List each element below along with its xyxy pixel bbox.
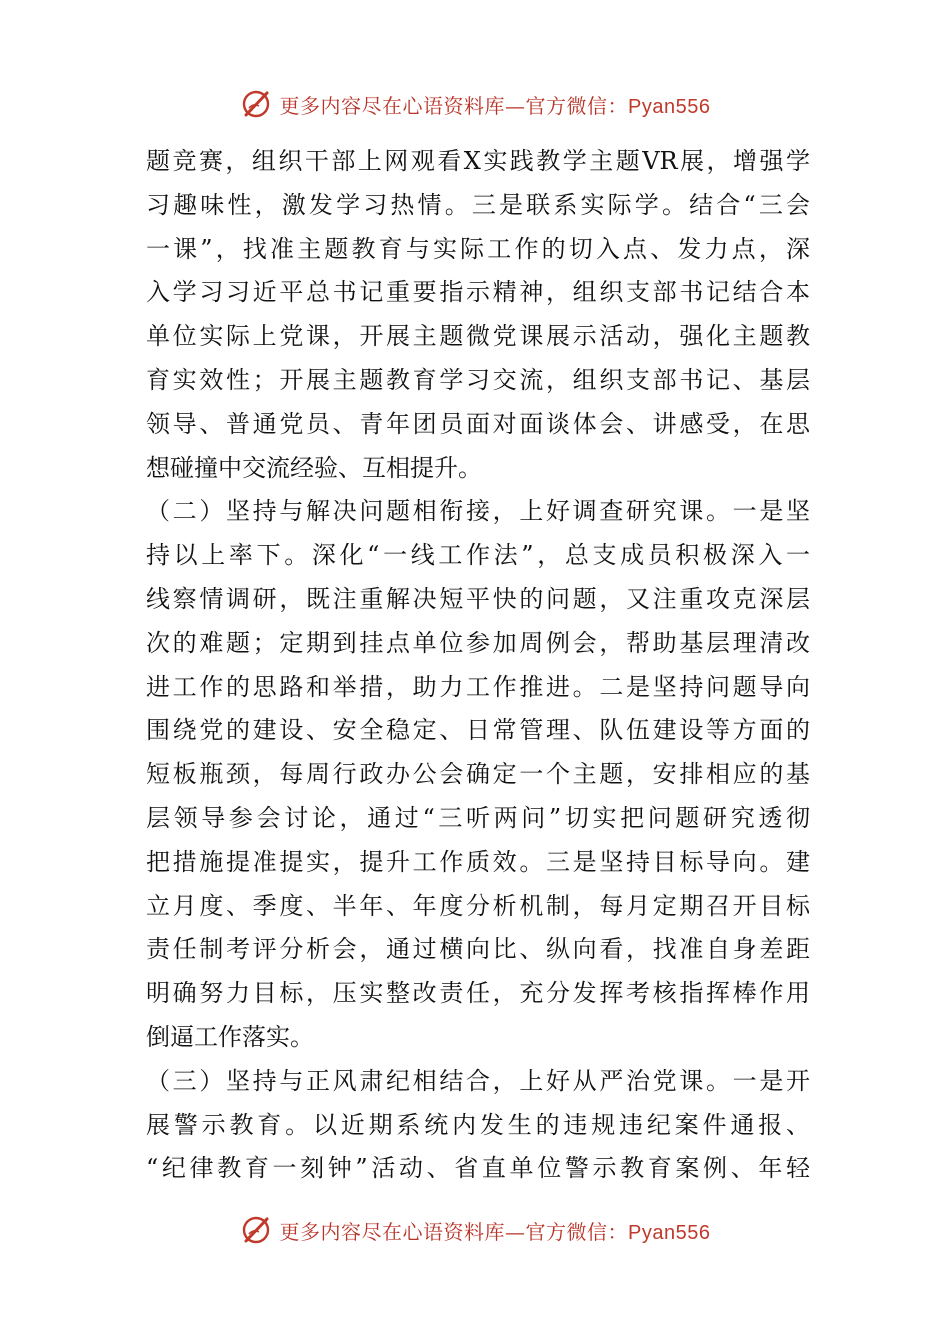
body-line: 题竞赛，组织干部上网观看X实践教学主题VR展，增强学 bbox=[146, 147, 810, 175]
body-line: 育实效性；开展主题教育学习交流，组织支部书记、基层 bbox=[146, 365, 810, 394]
footer-banner bbox=[0, 1210, 950, 1250]
body-line: 把措施提准提实，提升工作质效。三是坚持目标导向。建 bbox=[146, 847, 810, 876]
body-line: “纪律教育一刻钟”活动、省直单位警示教育案例、年轻 bbox=[146, 1154, 810, 1183]
body-line: 入学习习近平总书记重要指示精神，组织支部书记结合本 bbox=[146, 278, 810, 307]
footer-banner-wechat-id: Pyan556 bbox=[628, 1221, 711, 1244]
body-line: 短板瓶颈，每周行政办公会确定一个主题，安排相应的基 bbox=[146, 760, 810, 789]
body-line: 展警示教育。以近期系统内发生的违规违纪案件通报、 bbox=[146, 1110, 810, 1139]
body-line: 线察情调研，既注重解决短平快的问题，又注重攻克深层 bbox=[146, 584, 810, 613]
header-banner-text bbox=[280, 90, 711, 119]
body-line: 进工作的思路和举措，助力工作推进。二是坚持问题导向 bbox=[146, 672, 810, 701]
body-line: 倒逼工作落实。 bbox=[146, 1022, 314, 1051]
header-banner-wechat-id: Pyan556 bbox=[628, 95, 711, 118]
pen-logo-icon bbox=[240, 1213, 274, 1247]
pen-logo-icon bbox=[240, 87, 274, 121]
header-banner bbox=[0, 84, 950, 124]
body-line: 单位实际上党课，开展主题微党课展示活动，强化主题教 bbox=[146, 322, 810, 351]
body-line: 一课”，找准主题教育与实际工作的切入点、发力点，深 bbox=[146, 234, 810, 263]
body-line: 领导、普通党员、青年团员面对面谈体会、讲感受，在思 bbox=[146, 409, 810, 438]
body-line: 明确努力目标，压实整改责任，充分发挥考核指挥棒作用 bbox=[146, 979, 810, 1008]
body-line: 想碰撞中交流经验、互相提升。 bbox=[146, 453, 482, 482]
footer-banner-cn: 更多内容尽在心语资料库—官方微信： bbox=[279, 1219, 629, 1244]
body-line: 责任制考评分析会，通过横向比、纵向看，找准自身差距 bbox=[146, 935, 810, 964]
header-banner-cn: 更多内容尽在心语资料库—官方微信： bbox=[279, 93, 629, 118]
body-line: 立月度、季度、半年、年度分析机制，每月定期召开目标 bbox=[146, 891, 810, 920]
body-line: 习趣味性，激发学习热情。三是联系实际学。结合“三会 bbox=[146, 190, 810, 219]
document-body bbox=[146, 140, 810, 1191]
body-line: 层领导参会讨论，通过“三听两问”切实把问题研究透彻 bbox=[146, 803, 810, 832]
footer-banner-text bbox=[280, 1216, 711, 1245]
section-heading-line: （二）坚持与解决问题相衔接，上好调查研究课。一是坚 bbox=[146, 497, 810, 526]
body-line: 持以上率下。深化“一线工作法”，总支成员积极深入一 bbox=[146, 541, 810, 570]
body-line: 围绕党的建设、安全稳定、日常管理、队伍建设等方面的 bbox=[146, 716, 810, 745]
body-line: 次的难题；定期到挂点单位参加周例会，帮助基层理清改 bbox=[146, 628, 810, 657]
section-heading-line: （三）坚持与正风肃纪相结合，上好从严治党课。一是开 bbox=[146, 1066, 810, 1095]
